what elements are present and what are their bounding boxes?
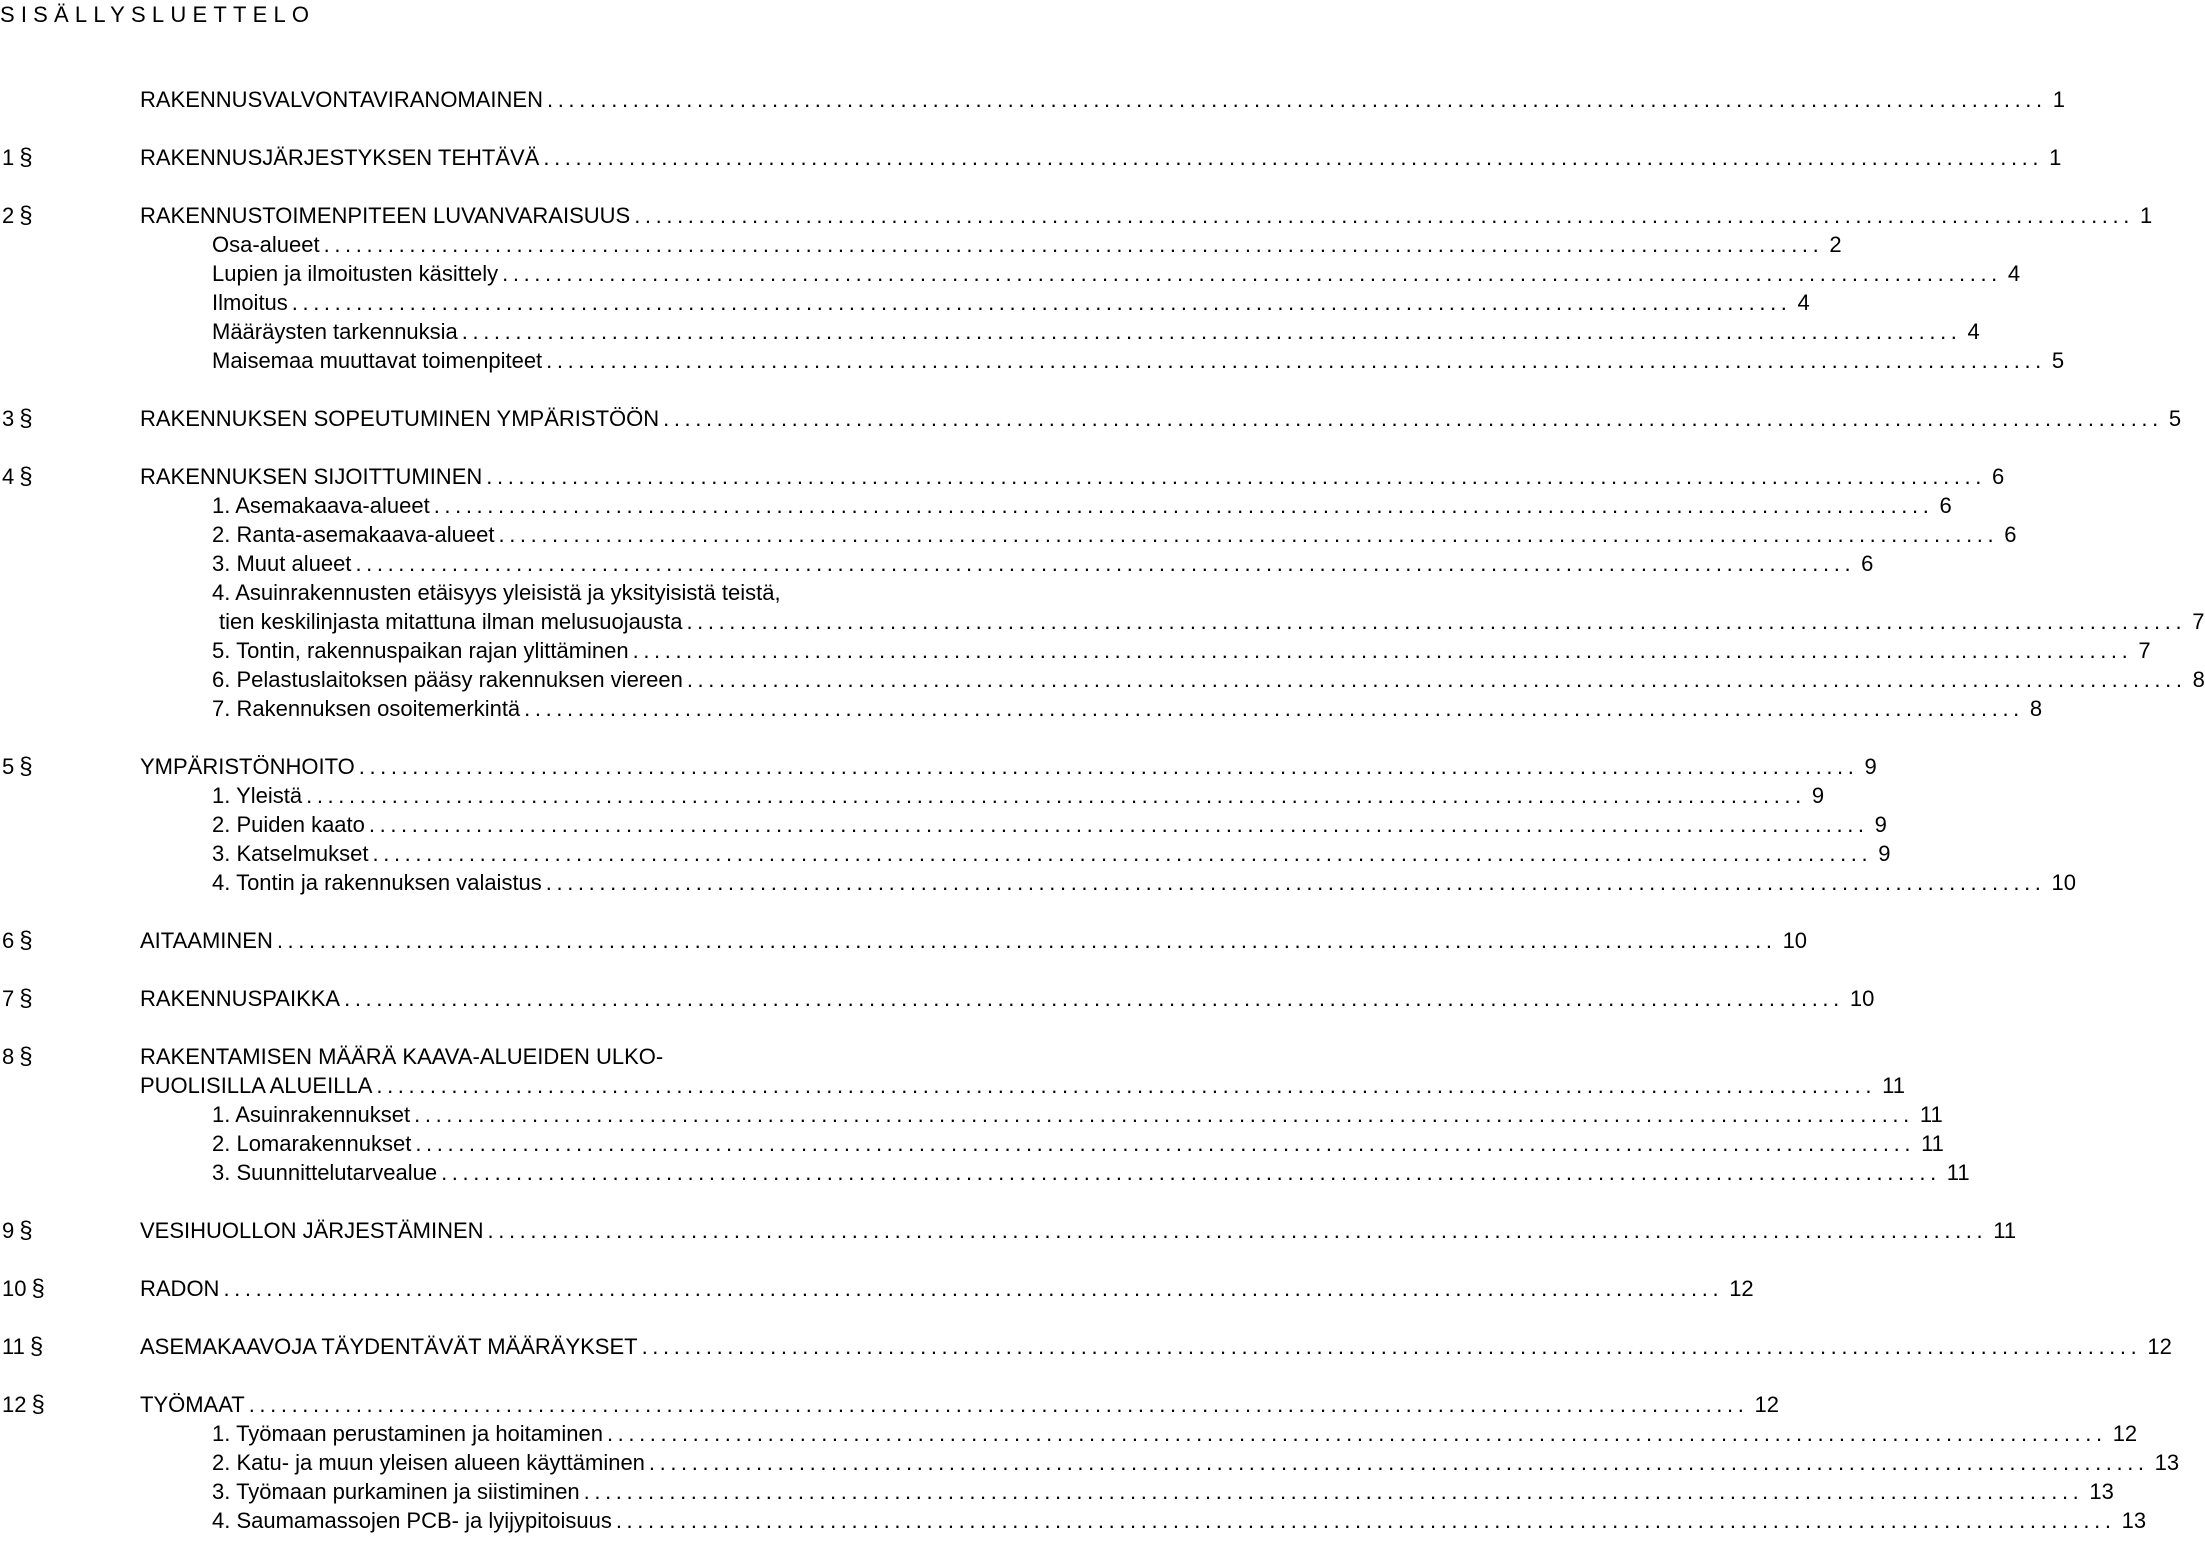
page-number: 9 [1874, 812, 1887, 837]
toc-entry-title: 1. Asemakaava-alueet [212, 493, 430, 518]
toc-entry-title: 1. Työmaan perustaminen ja hoitaminen [212, 1421, 603, 1446]
toc-entry[interactable] [0, 230, 1842, 259]
page-number: 12 [2147, 1334, 2172, 1359]
section-sign-icon: § [19, 405, 33, 432]
toc-entry[interactable] [0, 1274, 1754, 1303]
toc-entry[interactable] [0, 1477, 2114, 1506]
toc-entry[interactable] [0, 317, 1980, 346]
toc-entry-title: 4. Tontin ja rakennuksen valaistus [212, 870, 542, 895]
toc-entry[interactable] [0, 810, 1887, 839]
toc-entry[interactable] [0, 85, 2065, 114]
toc-entry[interactable] [0, 1129, 1944, 1158]
page-number: 12 [2112, 1421, 2138, 1446]
page-number: 2 [1829, 232, 1842, 257]
section-number [2, 404, 62, 433]
section-sign-icon: § [19, 985, 33, 1012]
toc-entry-title: RAKENNUKSEN SIJOITTUMINEN [140, 464, 483, 489]
page-number: 9 [1864, 754, 1877, 779]
page-number: 6 [1861, 551, 1874, 576]
toc-entry-title: 1. Yleistä [212, 783, 303, 808]
toc-entry-title: PUOLISILLA ALUEILLA [140, 1073, 373, 1098]
toc-entry-title: TYÖMAAT [140, 1392, 245, 1417]
toc-entry[interactable] [0, 1419, 2138, 1448]
section-number [2, 1216, 62, 1245]
toc-entry[interactable] [0, 346, 2065, 375]
toc-entry[interactable] [0, 665, 2205, 694]
toc-entry[interactable] [0, 752, 1877, 781]
section-number-value: 9 [2, 1218, 15, 1243]
toc-entry-title: 5. Tontin, rakennuspaikan rajan ylittäminen [212, 638, 629, 663]
toc-entry[interactable] [0, 984, 1875, 1013]
dot-leader: ............................................................................................................................................ [248, 1392, 1749, 1417]
toc-entry[interactable] [0, 1071, 1905, 1100]
dot-leader: ............................................................................................................................................ [433, 493, 1934, 518]
page-number: 7 [2192, 609, 2205, 634]
toc-entry[interactable] [0, 839, 1891, 868]
dot-leader: ............................................................................................................................................ [486, 464, 1986, 489]
toc-entry[interactable] [0, 201, 2153, 230]
section-number-value: 8 [2, 1044, 15, 1069]
page-number: 13 [2121, 1508, 2147, 1533]
page-number: 4 [1967, 319, 1980, 344]
toc-entry[interactable] [0, 1332, 2172, 1361]
page-number: 10 [1849, 986, 1875, 1011]
section-number-value: 3 [2, 406, 15, 431]
section-number [2, 201, 62, 230]
toc-entry[interactable] [0, 1390, 1779, 1419]
dot-leader: ............................................................................................................................................ [276, 928, 1777, 953]
toc-entry[interactable] [0, 1042, 960, 1071]
dot-leader: ............................................................................................................................................ [632, 638, 2133, 663]
toc-entry-title: 3. Suunnittelutarvealue [212, 1160, 438, 1185]
dot-leader: ............................................................................................................................................ [546, 348, 2046, 373]
section-number-value: 4 [2, 464, 15, 489]
dot-leader: ............................................................................................................................................ [634, 203, 2134, 228]
section-sign-icon: § [29, 1333, 44, 1360]
toc-entry-title: 2. Lomarakennukset [212, 1131, 412, 1156]
toc-entry-title: 2. Ranta-asemakaava-alueet [212, 522, 495, 547]
page-number: 8 [2029, 696, 2043, 721]
dot-leader: ............................................................................................................................................ [686, 609, 2187, 634]
section-number-value: 5 [2, 754, 15, 779]
page-number: 12 [1754, 1392, 1779, 1417]
page-number: 10 [1782, 928, 1808, 953]
table-of-contents [0, 85, 2205, 1535]
dot-leader: ............................................................................................................................................ [372, 841, 1873, 866]
toc-entry[interactable] [0, 520, 2017, 549]
dot-leader: ............................................................................................................................................ [355, 551, 1856, 576]
toc-entry[interactable] [0, 781, 1825, 810]
section-number [2, 143, 62, 172]
page-number: 1 [2049, 145, 2062, 170]
section-sign-icon: § [19, 1217, 33, 1244]
page-number: 11 [1882, 1073, 1905, 1098]
section-number [2, 1390, 62, 1419]
toc-entry-title: Ilmoitus [212, 290, 288, 315]
dot-leader: ............................................................................................................................................ [306, 783, 1806, 808]
dot-leader: ............................................................................................................................................ [414, 1102, 1914, 1127]
page-number: 11 [1993, 1218, 2017, 1243]
toc-entry-title: AITAAMINEN [140, 928, 273, 953]
dot-leader: ............................................................................................................................................ [415, 1131, 1916, 1156]
dot-leader: ............................................................................................................................................ [545, 870, 2046, 895]
section-number [2, 1042, 62, 1071]
toc-entry-title: RAKENNUSVALVONTAVIRANOMAINEN [140, 87, 543, 112]
dot-leader: ............................................................................................................................................ [606, 1421, 2107, 1446]
page-number: 13 [2089, 1479, 2114, 1504]
section-number [2, 926, 62, 955]
section-number [2, 462, 62, 491]
toc-entry-title: ASEMAKAAVOJA TÄYDENTÄVÄT MÄÄRÄYKSET [140, 1334, 638, 1359]
page-number: 6 [1992, 464, 2005, 489]
page-number: 12 [1729, 1276, 1754, 1301]
toc-entry-title: 3. Työmaan purkaminen ja siistiminen [212, 1479, 580, 1504]
toc-entry[interactable] [0, 926, 1808, 955]
section-sign-icon: § [19, 144, 33, 171]
section-number-value: 7 [2, 986, 15, 1011]
toc-entry-title: 7. Rakennuksen osoitemerkintä [212, 696, 521, 721]
toc-entry-title: RAKENNUSJÄRJESTYKSEN TEHTÄVÄ [140, 145, 540, 170]
dot-leader: ............................................................................................................................................ [223, 1276, 1724, 1301]
dot-leader: ............................................................................................................................................ [291, 290, 1792, 315]
dot-leader: ............................................................................................................................................ [648, 1450, 2149, 1475]
toc-entry[interactable] [0, 694, 2043, 723]
dot-leader: ............................................................................................................................................ [461, 319, 1962, 344]
section-number [2, 752, 62, 781]
page-number: 4 [1797, 290, 1810, 315]
section-sign-icon: § [31, 1391, 45, 1418]
toc-entry-title: VESIHUOLLON JÄRJESTÄMINEN [140, 1218, 484, 1243]
toc-entry-title: 3. Katselmukset [212, 841, 369, 866]
toc-entry-title: RAKENNUSPAIKKA [140, 986, 341, 1011]
toc-entry[interactable] [0, 1448, 2180, 1477]
toc-entry[interactable] [0, 1158, 1970, 1187]
toc-entry-title: 4. Asuinrakennusten etäisyys yleisistä ja yksityisistä teistä, [212, 580, 781, 605]
toc-entry-title: 6. Pelastuslaitoksen pääsy rakennuksen viereen [212, 667, 683, 692]
page-number: 7 [2138, 638, 2151, 663]
page-number: 1 [2052, 87, 2065, 112]
dot-leader: ............................................................................................................................................ [547, 87, 2047, 112]
toc-entry[interactable] [0, 288, 1810, 317]
page-number: 11 [1921, 1131, 1944, 1156]
toc-entry-title: RAKENNUSTOIMENPITEEN LUVANVARAISUUS [140, 203, 631, 228]
section-sign-icon: § [19, 753, 33, 780]
toc-entry[interactable] [0, 868, 2077, 897]
toc-entry[interactable] [0, 259, 2021, 288]
toc-entry-title: RADON [140, 1276, 220, 1301]
dot-leader: ............................................................................................................................................ [502, 261, 2002, 286]
page-number: 5 [2168, 406, 2182, 431]
toc-entry-title: 1. Asuinrakennukset [212, 1102, 411, 1127]
toc-entry-title: 2. Puiden kaato [212, 812, 365, 837]
toc-entry[interactable] [0, 636, 2151, 665]
page-number: 9 [1811, 783, 1825, 808]
section-sign-icon: § [31, 1275, 45, 1302]
document-title: SISÄLLYSLUETTELO [0, 2, 316, 27]
toc-entry[interactable] [0, 607, 2205, 636]
toc-entry-title: 2. Katu- ja muun yleisen alueen käyttäminen [212, 1450, 645, 1475]
page-number: 6 [2004, 522, 2017, 547]
dot-leader: ............................................................................................................................................ [323, 232, 1824, 257]
dot-leader: ............................................................................................................................................ [641, 1334, 2142, 1359]
dot-leader: ............................................................................................................................................ [615, 1508, 2116, 1533]
toc-entry-title: Osa-alueet [212, 232, 320, 257]
toc-entry-title: Maisemaa muuttavat toimenpiteet [212, 348, 543, 373]
toc-entry-title: 3. Muut alueet [212, 551, 352, 576]
toc-entry-title: YMPÄRISTÖNHOITO [140, 754, 355, 779]
toc-entry[interactable] [0, 1216, 2017, 1245]
section-sign-icon: § [19, 1043, 33, 1070]
toc-entry-title: RAKENTAMISEN MÄÄRÄ KAAVA-ALUEIDEN ULKO- [140, 1044, 664, 1069]
page-number: 10 [2051, 870, 2077, 895]
section-number-value: 6 [2, 928, 15, 953]
toc-entry-title: tien keskilinjasta mitattuna ilman melusuojausta [219, 609, 683, 634]
section-number-value: 10 [2, 1276, 27, 1301]
toc-entry-title: Lupien ja ilmoitusten käsittely [212, 261, 499, 286]
toc-entry[interactable] [0, 1506, 2147, 1535]
toc-entry[interactable] [0, 462, 2005, 491]
dot-leader: ............................................................................................................................................ [663, 406, 2163, 431]
toc-entry[interactable] [0, 1100, 1943, 1129]
section-sign-icon: § [19, 463, 33, 490]
page-number: 6 [1939, 493, 1952, 518]
section-number-value: 11 [2, 1334, 25, 1359]
page-number: 1 [2139, 203, 2153, 228]
page-number: 8 [2192, 667, 2205, 692]
section-number-value: 2 [2, 203, 15, 228]
toc-entry[interactable] [0, 143, 2062, 172]
page-number: 9 [1878, 841, 1891, 866]
section-number-value: 1 [2, 145, 15, 170]
section-number [2, 1274, 62, 1303]
section-sign-icon: § [19, 202, 33, 229]
page-number: 11 [1919, 1102, 1943, 1127]
toc-entry-title: Määräysten tarkennuksia [212, 319, 458, 344]
page-number: 5 [2051, 348, 2065, 373]
page-number: 13 [2154, 1450, 2180, 1475]
toc-entry-title: 4. Saumamassojen PCB- ja lyijypitoisuus [212, 1508, 612, 1533]
dot-leader: ............................................................................................................................................ [498, 522, 1999, 547]
section-number [2, 984, 62, 1013]
section-number [2, 1332, 62, 1361]
toc-entry[interactable] [0, 549, 1874, 578]
toc-entry[interactable] [0, 404, 2182, 433]
dot-leader: ............................................................................................................................................ [376, 1073, 1877, 1098]
toc-entry[interactable] [0, 578, 960, 607]
dot-leader: ............................................................................................................................................ [441, 1160, 1941, 1185]
section-sign-icon: § [19, 927, 33, 954]
dot-leader: ............................................................................................................................................ [524, 696, 2024, 721]
dot-leader: ............................................................................................................................................ [543, 145, 2044, 170]
dot-leader: ............................................................................................................................................ [583, 1479, 2084, 1504]
dot-leader: ............................................................................................................................................ [358, 754, 1859, 779]
page-number: 4 [2007, 261, 2021, 286]
dot-leader: ............................................................................................................................................ [686, 667, 2187, 692]
toc-entry-title: RAKENNUKSEN SOPEUTUMINEN YMPÄRISTÖÖN [140, 406, 660, 431]
toc-entry[interactable] [0, 491, 1952, 520]
dot-leader: ............................................................................................................................................ [368, 812, 1869, 837]
dot-leader: ............................................................................................................................................ [344, 986, 1844, 1011]
dot-leader: ............................................................................................................................................ [487, 1218, 1988, 1243]
section-number-value: 12 [2, 1392, 27, 1417]
page-number: 11 [1946, 1160, 1970, 1185]
